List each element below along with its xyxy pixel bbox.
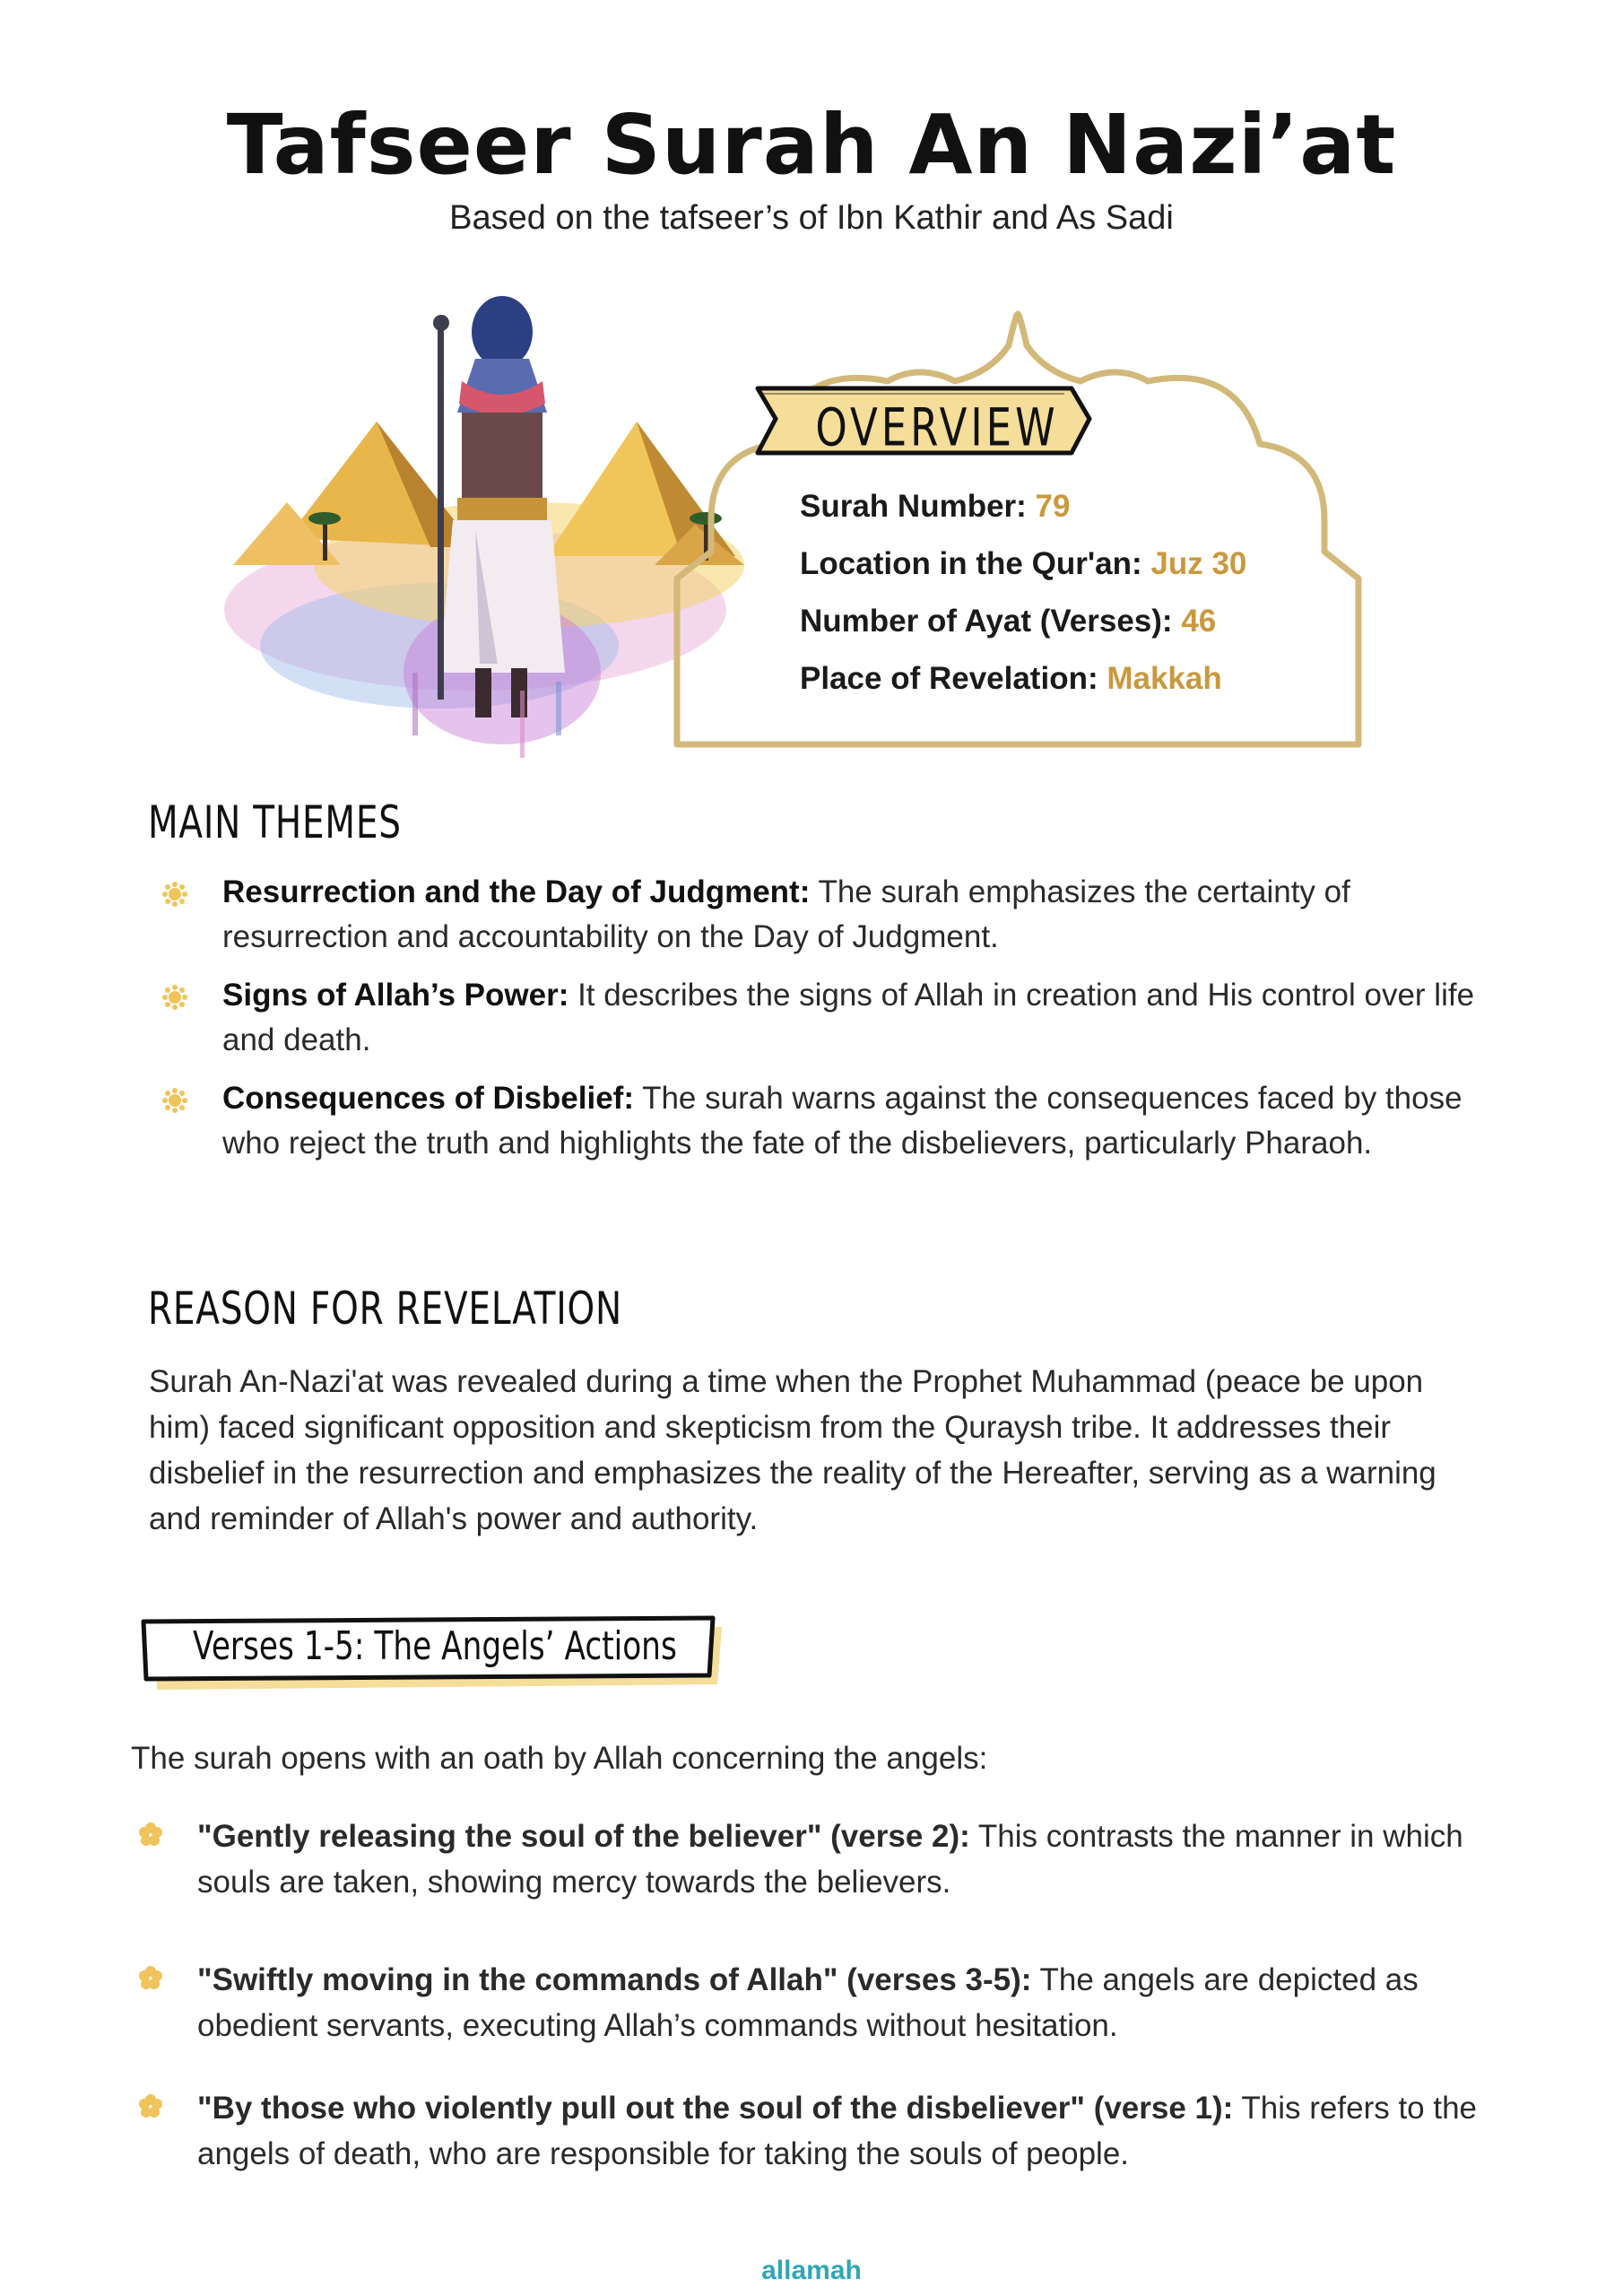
verse-item: "Gently releasing the soul of the believer" (verse 2): This contrasts the manner in which souls are taken, showing mercy towards the believers. xyxy=(197,1819,1463,1900)
reason-text: Surah An-Nazi'at was revealed during a time when the Prophet Muhammad (peace be upon him) faced significant opposition and skepticism from the Quraysh tribe. It addresses their disbelief in the resurrection and emphasizes the reality of the Hereafter, serving as a warning and reminder of Allah's power and authority. xyxy=(149,1364,1436,1536)
page-title: Tafseer Surah An Nazi’at xyxy=(226,97,1397,193)
overview-heading: OVERVIEW xyxy=(815,397,1059,458)
verses-heading: Verses 1-5: The Angels’ Actions xyxy=(193,1623,677,1669)
overview-location: Location in the Qur'an: Juz 30 xyxy=(800,546,1247,581)
page-subtitle: Based on the tafseer’s of Ibn Kathir and As Sadi xyxy=(449,199,1174,237)
theme-item: Signs of Allah’s Power: It describes the signs of Allah in creation and His control over life and death. xyxy=(222,978,1475,1057)
sun-bullet-icon xyxy=(161,1087,188,1114)
reason-heading: REASON FOR REVELATION xyxy=(148,1283,622,1335)
main-themes-heading: MAIN THEMES xyxy=(148,796,402,848)
theme-item: Consequences of Disbelief: The surah warns against the consequences faced by those who reject the truth and highlights the fate of the disbelievers, particularly Pharaoh. xyxy=(222,1081,1462,1161)
overview-ayat-count: Number of Ayat (Verses): 46 xyxy=(800,604,1217,639)
overview-surah-number: Surah Number: 79 xyxy=(800,489,1071,524)
overview-place: Place of Revelation: Makkah xyxy=(800,661,1222,696)
flower-bullet-icon xyxy=(137,2092,164,2119)
theme-item: Resurrection and the Day of Judgment: The surah emphasizes the certainty of resurrection and accountability on the Day of Judgment. xyxy=(222,874,1350,954)
sun-bullet-icon xyxy=(161,984,188,1011)
verse-item: "By those who violently pull out the soul of the disbeliever" (verse 1): This refers to the angels of death, who are responsible for taking the souls of people. xyxy=(197,2091,1478,2171)
sun-bullet-icon xyxy=(161,881,188,908)
flower-bullet-icon xyxy=(137,1964,164,1991)
flower-bullet-icon xyxy=(137,1821,164,1848)
verses-intro: The surah opens with an oath by Allah concerning the angels: xyxy=(131,1741,988,1776)
allamah-logo: allamah xyxy=(761,2256,862,2285)
verse-item: "Swiftly moving in the commands of Allah" (verses 3-5): The angels are depicted as obedient servants, executing Allah’s commands without hesitation. xyxy=(197,1962,1419,2043)
